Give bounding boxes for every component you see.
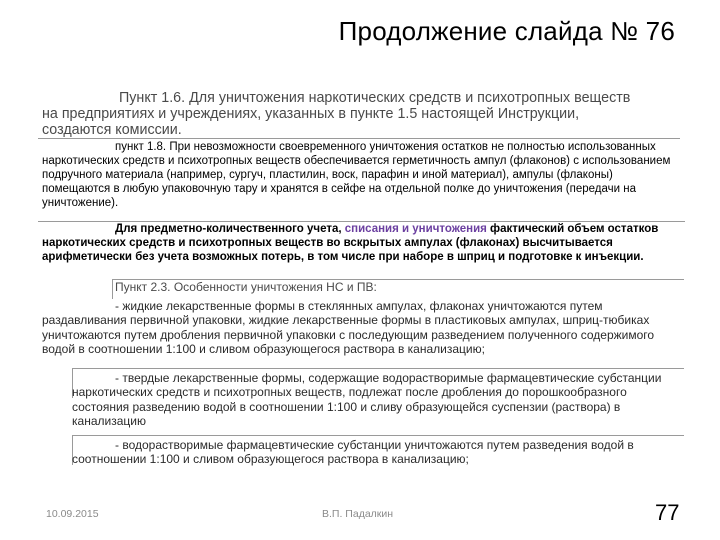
bold-paragraph-part1: Для предметно-количественного учета,: [115, 223, 345, 235]
dash-item-2: [72, 371, 684, 429]
bold-paragraph-accent: списания и уничтожения: [344, 223, 487, 235]
dash-item-2-text: - твердые лекарственные формы, содержащие водорастворимые фармацевтические субстанции наркотических средств и психотропных веществ, подлежат после дробления до порошкообразного состояния разведению водой в соотношении 1:100 и сливу образующейся суспензии (раствора) в канализацию: [72, 371, 662, 429]
paragraph-1-6: [42, 90, 642, 138]
dash-item-3-text: - водорастворимые фармацевтические субстанции уничтожаются путем разведения водой в соотношении 1:100 и сливом образующегося раствора в канализацию;: [72, 438, 634, 467]
dash-item-1: [42, 299, 672, 357]
text-frame-border: [72, 368, 684, 369]
dash-item-1-text: - жидкие лекарственные формы в стеклянных ампулах, флаконах уничтожаются путем раздавливания первичной упаковки, жидкие лекарственные формы в пластиковых ампулах, шприц-тюбиках уничтожаются путем дробления первичной упаковки с последующим разведением полученного содержимого водой в соотношении 1:100 и сливом образующегося раствора в канализацию;: [42, 299, 655, 357]
text-frame-border: [38, 138, 680, 139]
slide-title: Продолжение слайда № 76: [338, 16, 675, 46]
bold-paragraph-part2: фактический объем остатков наркотических средств и психотропных веществ во вскрытых ампулах (флаконах) высчитывается арифметически без учета возможных потерь, в том числе при наборе в шприц и подготовке к инъекции.: [42, 223, 659, 263]
dash-item-3: [72, 438, 684, 467]
paragraph-2-3-heading: Пункт 2.3. Особенности уничтожения НС и ПВ:: [115, 280, 377, 294]
text-frame-border: [72, 435, 684, 436]
bold-paragraph: [42, 222, 685, 264]
paragraph-1-6-text: Пункт 1.6. Для уничтожения наркотических средств и психотропных веществ на предприятиях и учреждениях, указанных в пункте 1.5 настоящей Инструкции, создаются комиссии.: [42, 90, 631, 138]
page-number: 77: [655, 500, 680, 525]
footer-date: 10.09.2015: [46, 508, 99, 520]
footer-author: В.П. Падалкин: [322, 508, 394, 520]
paragraph-1-8: [42, 140, 682, 210]
paragraph-1-8-text: пункт 1.8. При невозможности своевременного уничтожения остатков не полностью использованных наркотических средств и психотропных веществ обеспечивается герметичность ампул (флаконов) с использованием подручного материала (например, сургуч, пластилин, воск, парафин и иной материал), ампулы (флаконы) помещаются в любую упаковочную тару и хранятся в сейфе на отдельной полке до уничтожения (передачи на уничтожение).: [42, 141, 671, 209]
text-frame-border: [112, 279, 113, 299]
